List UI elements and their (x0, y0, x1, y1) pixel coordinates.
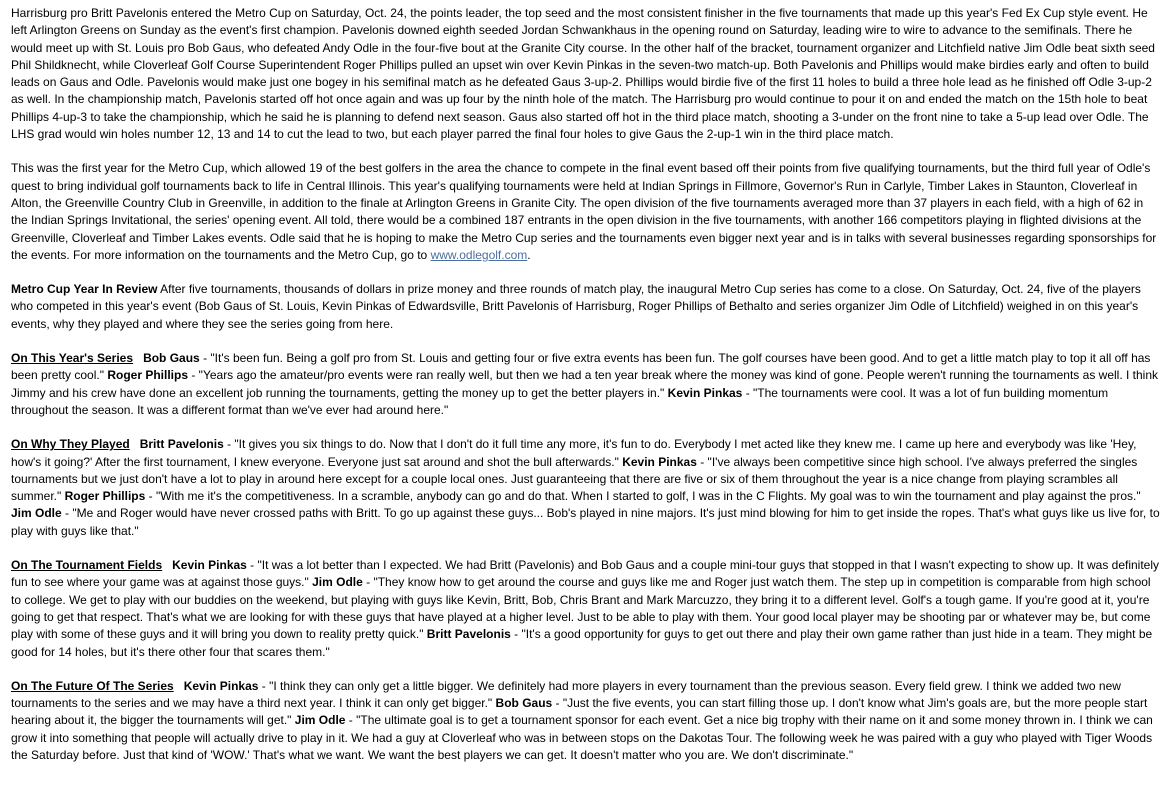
section-heading: On This Year's Series (11, 351, 134, 366)
speaker-name: Kevin Pinkas (622, 454, 697, 469)
quote-text: - "It's been fun. Being a golf pro from St. Louis and getting four or five extra events has been fun. The golf courses have been good. And to get a little match play to top it all off has been pretty cool." (11, 351, 1151, 383)
quote-text: - "They know how to get around the course and guys like me and Roger just watch them. The step up in competition is comparable from high school to college. We get to play with our buddies on the weekend, but playing with guys like Kevin, Britt, Bob, Chris Brant and Mark Marcuzzo, they bring it to a different level. Golf's a tough game. If you're good at it, you're going to get that respect. That's what we are looking for with these guys that have played at a higher level. Just to be able to play with them. Your good local player may be shooting par or whatever may be, but come play with some of these guys and it will bring you down to reality pretty quick." (11, 575, 1151, 642)
quote-text: - "I think they can only get a little bigger. We definitely had more players in every tournament than the previous season. Every field grew. I think we added two new tournaments to the series and we may have a third next year. I think it can only get bigger." (11, 678, 1121, 711)
speaker-name: Bob Gaus (495, 696, 553, 711)
odlegolf-link[interactable]: www.odlegolf.com (430, 247, 528, 262)
speaker-name: Kevin Pinkas (183, 678, 259, 693)
section-tournament-fields (11, 557, 1160, 661)
speaker-name: Jim Odle (11, 506, 62, 521)
quote-text: - "The tournaments were cool. It was a lot of fun building momentum throughout the season. It was a different format than we've ever had around here." (11, 385, 1109, 417)
section-heading: On The Future Of The Series (11, 678, 174, 693)
section-why-they-played (11, 436, 1160, 540)
section-this-years-series (11, 350, 1160, 419)
speaker-name: Britt Pavelonis (426, 627, 511, 642)
speaker-name: Jim Odle (294, 713, 346, 728)
speaker-name: Roger Phillips (64, 489, 146, 504)
quote-text: - "I've always been competitive since high school. I've always preferred the singles tournaments but we just don't have a lot to play in around here except for a couple local ones. Just guaranteeing that there are five or six of them throughout the year is a nice change from playing scrambles all summer." (11, 454, 1138, 504)
speaker-name: Kevin Pinkas (172, 558, 247, 573)
quote-text: - "It's a good opportunity for guys to get out there and play their own game rather than just hide in a team. They might be good for 14 holes, but it's there other four that scares them." (11, 627, 1153, 659)
speaker-name: Bob Gaus (143, 351, 200, 366)
section-future-of-series (11, 678, 1160, 764)
quote-text: - "Me and Roger would have never crossed paths with Britt. To go up against these guys... Bob's played in nine majors. It's just mind blowing for him to get inside the ropes. That's what guys like us live for, to play with guys like that." (11, 506, 1160, 538)
section-heading: On Why They Played (11, 437, 130, 452)
paragraph-text: After five tournaments, thousands of dollars in prize money and three rounds of match play, the inaugural Metro Cup series has come to a close. On Saturday, Oct. 24, five of the players who competed in this year's event (Bob Gaus of St. Louis, Kevin Pinkas of Edwardsville, Britt Pavelonis of Harrisburg, Roger Phillips of Bethalto and series organizer Jim Odle of Litchfield) weighed in on this year's events, why they played and where they see the series going from here. (11, 282, 1141, 331)
quote-text: - "Years ago the amateur/pro events were ran really well, but then we had a ten year break where the money was kind of gone. People weren't running the tournaments as well. I think Jimmy and his crew have done an excellent job running the tournaments, getting the money up to get the better players in." (11, 368, 1159, 400)
quote-text: - "The ultimate goal is to get a tournament sponsor for each event. Get a nice big trophy with their name on it and some money thrown in. I think we can grow it into something that people will actually drive to play in it. We had a guy at Cloverleaf who was in between stops on the Dakotas Tour. The following week he was paired with a guy who played with Tiger Woods the Saturday before. Just that kind of 'WOW.' That's what we want. We want the best players we can get. It doesn't matter who you are. We don't discriminate." (11, 713, 1153, 762)
speaker-name: Roger Phillips (107, 368, 189, 383)
paragraph-championship-recap (11, 5, 1160, 143)
quote-text: - "Just the five events, you can start filling those up. I don't know what Jim's goals are, but the more people start hearing about it, the bigger the tournaments will get." (11, 696, 1148, 728)
quote-text: - "It was a lot better than I expected. We had Britt (Pavelonis) and Bob Gaus and a couple mini-tour guys that stopped in that I wasn't expecting to show up. It was definitely fun to see where your game was at against those guys." (11, 558, 1160, 590)
speaker-name: Kevin Pinkas (667, 385, 743, 400)
speaker-name: Jim Odle (312, 575, 363, 590)
paragraph-year-in-review (11, 281, 1160, 333)
section-heading-year-in-review: Metro Cup Year In Review (11, 282, 158, 297)
speaker-name: Britt Pavelonis (139, 437, 224, 452)
section-heading: On The Tournament Fields (11, 558, 163, 573)
paragraph-metro-cup-background (11, 160, 1160, 264)
quote-text: - "It gives you six things to do. Now that I don't do it full time any more, it's fun to do. Everybody I met acted like they knew me. I came up here and everybody was like 'Hey, how's it going?' After the first tournament, I knew everyone. Everyone just sat around and shot the bull afterwards." (11, 437, 1137, 469)
paragraph-text: Harrisburg pro Britt Pavelonis entered the Metro Cup on Saturday, Oct. 24, the points leader, the top seed and the most consistent finisher in the five tournaments that made up this year's Fed Ex Cup style event. He left Arlington Greens on Sunday as the event's first champion. Pavelonis downed eighth seeded Jordan Schwankhaus in the opening round on Saturday, leading wire to wire to advance to the semifinals. There he would meet up with St. Louis pro Bob Gaus, who defeated Andy Odle in the four-five bout at the Granite City course. In the other half of the bracket, tournament organizer and Litchfield native Jim Odle beat sixth seed Phil Shildknecht, while Cloverleaf Golf Course Superintendent Roger Phillips pulled an upset win over Kevin Pinkas in the seven-two match-up. Both Pavelonis and Phillips would make birdies early and often to build leads on Gaus and Odle. Pavelonis would make just one bogey in his semifinal match as he defeated Gaus 3-up-2. Phillips would birdie five of the first 11 holes to build a three hole lead as he finished off Odle 3-up-2 as well. In the championship match, Pavelonis started off hot once again and was up four by the ninth hole of the match. The Harrisburg pro would continue to pour it on and ended the match on the 15th hole to beat Phillips 4-up-3 to take the championship, which he said he is planning to defend next season. Gaus also started off hot in the third place match, shooting a 3-under on the front nine to take a 5-up lead over Odle. The LHS grad would win holes number 12, 13 and 14 to cut the lead to two, but each player parred the final four holes to give Gaus the 2-up-1 win in the third place match. (11, 6, 1155, 142)
quote-text: - "With me it's the competitiveness. In a scramble, anybody can go and do that. When I started to golf, I was in the C Flights. My goal was to win the tournament and play against the pros." (145, 489, 1141, 504)
paragraph-end: . (527, 247, 531, 262)
paragraph-text: This was the first year for the Metro Cup, which allowed 19 of the best golfers in the area the chance to compete in the final event based off their points from five qualifying tournaments, but the third full year of Odle's quest to bring individual golf tournaments back to life in Central Illinois. This year's qualifying tournaments were held at Indian Springs in Fillmore, Governor's Run in Carlyle, Timber Lakes in Staunton, Cloverleaf in Alton, the Greenville Country Club in Greenville, in addition to the finale at Arlington Greens in Granite City. The open division of the five tournaments averaged more than 37 players in each field, with a high of 62 in the Indian Springs Invitational, the series' opening event. All told, there would be a combined 187 entrants in the open division in the five tournaments, with another 166 competitors playing in flighted divisions at the Greenville, Cloverleaf and Timber Lakes events. Odle said that he is hoping to make the Metro Cup series and the tournaments even bigger next year and is in talks with several businesses regarding sponsorships for the events. For more information on the tournaments and the Metro Cup, go to (11, 161, 1157, 262)
